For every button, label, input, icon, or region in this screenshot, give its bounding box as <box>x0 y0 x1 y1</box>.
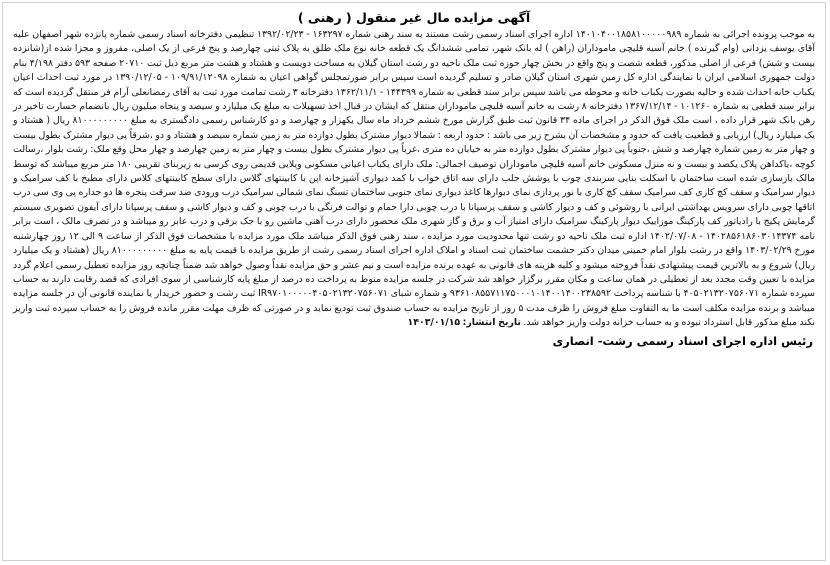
notice-title: آگهی مزایده مال غیر منقول ( رهنی ) <box>297 10 531 25</box>
notice-page <box>2 2 826 561</box>
notice-signature: رئیس اداره اجرای اسناد رسمی رشت- انصاری <box>552 333 813 348</box>
notice-paragraph: به موجب پرونده اجرائی به شماره ۱۴۰۱۰۴۰۰۱۸۵۸۱۰۰۰۰۰۹۸۹ اداره اجرای اسناد رسمی رشت مستند به سند رهنی شماره ۱۶۳۲۹۷ - ۱۳۹۲/۰۲/۲۳ تنظیمی دفترخانه اسناد رسمی شماره پانزده شهر اصفهان علیه آقای یوسف یزدانی (وام گیرنده ) خانم آسیه قلیچی ماموداران (راهن ) له بانک شهر، تمامی ششدانگ یک قطعه خانه نوع ملک طلق به پلاک ثبتی چهارصد و پنج فرعی از یک اصلی، مفروز و مجزا شده از(شانزده بیست و شش) فرعی از اصلی مذکور، قطعه شصت و پنج واقع در بخش چهار حوزه ثبت ملک ناحیه دو رشت استان گیلان به مساحت دویست و هشتاد و هشت متر مربع ذیل ثبت ۲۰۷۱۰ صفحه ۵۹۳ دفتر ۴/۱۹۸ بنام دولت جمهوری اسلامی ایران با نمایندگی اداره کل زمین شهری استان گیلان صادر و تسلیم گردیده است سپس برابر صورتمجلس گواهی اعیان به شماره ۱۰۹/۹۱/۱۲۰۹۸ - ۱۳۹۰/۱۲/۰۵ در مورد ثبت احداث اعیان یکباب خانه احداث شده و حالیه بصورت یکباب خانه و محوطه می باشد سپس برابر سند قطعی به شماره ۱۴۴۳۹۹ - ۱۳۶۲/۱۱/۱ دفترخانه ۳ رشت تمامت مورد ثبت به آقای رمضانعلی آرام فر منتقل گردیده است که برابر سند قطعی به شماره ۱۰۱۲۶۰ - ۱۳۶۷/۱۲/۱۴ دفترخانه ۸ رشت به خانم آسیه قلیچی ماموداران منتقل که ایشان در قبال اخذ تسهیلات به مبلغ یک میلیارد و سیصد و پنجاه میلیون ریال بانضمام خسارت تاخیر در رهن بانک شهر قرار داده ، است ملک فوق الذکر در اجرای ماده ۳۴ قانون ثبت طبق گزارش مورخ ششم خرداد ماه سال یکهزار و چهارصد و دو کارشناس رسمی دادگستری به مبلغ ۸۱۰۰۰۰۰۰۰۰۰ ریال ( هشتاد و یک میلیارد ریال) ارزیابی و قطعیت یافت که حدود و مشخصات آن بشرح زیر می باشد : حدود اربعه : شمالا دیوار مشترک بطول دوازده متر به زمین شماره سیصد و هشتاد و دو ،شرقاً پی دیوار مشترک بطول بیست و چهار متر به زمین شماره چهارصد و شش ،جنوباً پی دیوار مشترک بطول دوازده متر به خیابان ده متری ،غرباً پی دیوار مشترک بطول بیست و چهار متر به زمین چهارصد و چهار محل وقع ملک: رشت بلوار ،رسالت کوچه ،یاکداهن پلاک یکصد و بیست و نه منزل مسکونی خانم آسیه قلیچی ماموداران توصیف اجمالی: ملک دارای یکباب اعیانی مسکونی ویلایی قدیمی روی کرسی به زیربنای تقریبی ۱۸۰ متر مربع میباشد که توسط مالک بازسازی شده است ساختمان با اسکلت بنایی سربندی چوب با پوشش حلب دارای سه اتاق خواب با کمد دیواری آشپزخانه اپن با کابینتهای گلاس دارای سطح کابینتهای کلاس دارای مطبخ با کف سرامیک و دیوار سرامیک و سقف کچ کاری کف سرامیک سقف کچ کاری با نور پردازی نمای دیوارها کاغذ دیواری نمای جنوبی ساختمان تسنگ نمای شمالی سرامیک درب ورودی ضد سرقت پنجره ها دو جداره پی وی سی درب اتاقها چوبی دارای سرویس بهداشتی ایرانی با روشوئی و کف و دیوار کاشی و سقف پرسپانا با درب چوبی دارا حمام و توالت فرنگی با درب چوبی و کف و دیوار کاشی و سقف پرسپانا دارای آیفون تصویری سیستم گرمایش پکیج با رادیاتور کف پارکینگ موزاییک دیوار پارکینگ سرامیک دارای امتیاز آب و برق و گاز شهری ملک محصور دارای درب آهنی ماشین رو با جک برقی و درب عابر رو میباشد و در تصرف مالک ، است برابر نامه ۱۴۰۲۸۵۶۱۸۶۰۳۰۱۴۳۷۴ - ۱۴۰۲/۰۷/۰۸ اداره ثبت ملک ناحیه دو رشت تنها محدودیت مورد مزایده ، سند رهنی فوق الذکر میباشد ملک مورد مزایده با مشخصات فوق الذکر از ساعت ۹ الی ۱۲ روز چهارشنبه مورخ ۱۴۰۳/۰۲/۲۹ واقع در رشت بلوار امام خمینی میدان دکتر حشمت ساختمان ثبت اسناد و املاک اداره اجرای اسناد رسمی رشت از طریق مزایده با قیمت پایه به مبلغ ۸۱۰۰۰۰۰۰۰۰۰ ریال (هشتاد و یک میلیارد ریال) شروع و به بالاترین قیمت پیشنهادی نقداً فروخته میشود و کلیه هزینه های قانونی به عهده برنده مزایده است و نیم عشر و حق مزایده نقداً وصول خواهد شد ضمناً چنانچه روز مزایده تعطیل رسمی اعلام گردد مزایده با تعیین وقت مجدد بعد از تعطیلی در همان ساعت و مکان مقرر برگزار خواهد شد شرکت در جلسه مزایده منوط به پرداخت ده درصد از مبلغ پایه کارشناسی از سوی افرادی که قصد رقابت دارند به حساب سپرده شماره ۴۰۵۰۲۱۳۲۰۷۵۶۰۷۱ با شناسه پرداخت ۹۳۶۱۰۸۵۵۷۱۱۷۵۰۰۰۱۰۱۴۰۰۱۴۰۰۲۳۸۵۹۲ و شماره شبای IR۹۷۰۱۰۰۰۰۰۴۰۵۰۲۱۳۲۰۷۵۶۰۷۱ ثبت رشت و حضور خریدار یا نماینده قانونی آن در جلسه مزایده میباشد و برنده مزایده مکلف است ما به التفاوت مبلغ فروش را ظرف مدت ۵ روز از تاریخ مزایده به حساب صندوق ثبت تودیع نماید و در صورتی که ظرف مهلت مقرر مانده فروش را به حساب سپرده ثبت واریز نکند مبلغ مذکور قابل استرداد نبوده و به حساب خزانه دولت واریز خواهد شد. <box>13 29 816 329</box>
publish-date-value: ۱۴۰۳/۰۱/۱۵ <box>407 317 461 329</box>
publish-date-label: تاریخ انتشار: <box>462 317 521 329</box>
notice-body <box>13 28 815 331</box>
